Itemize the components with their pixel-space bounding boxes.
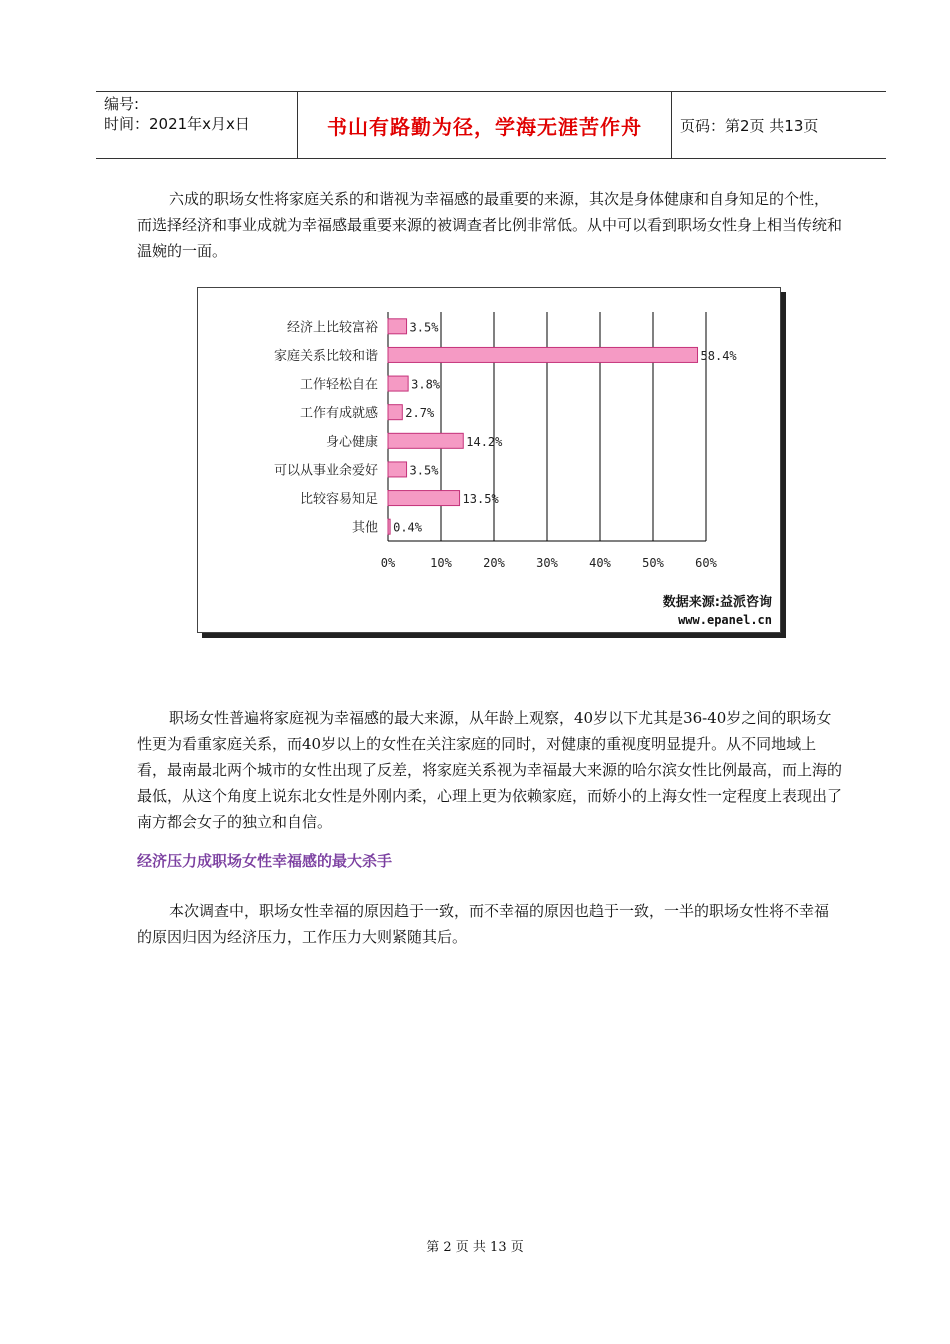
- time-label: 时间：2021年x月x日: [104, 115, 250, 133]
- bar: [388, 462, 407, 477]
- number-label: 编号:: [104, 95, 140, 113]
- paragraph-2: 职场女性普遍将家庭视为幸福感的最大来源，从年龄上观察，40岁以下尤其是36-40岁之间的职场女性更为看重家庭关系，而40岁以上的女性在关注家庭的同时，对健康的重视度明显提升。从不同地域上看，最南最北两个城市的女性出现了反差，将家庭关系视为幸福最大来源的哈尔滨女性比例最高，而上海的最低，从这个角度上说东北女性是外刚内柔，心理上更为依赖家庭，而娇小的上海女性一定程度上表现出了南方都会女子的独立和自信。: [137, 709, 843, 831]
- category-label: 其他: [351, 520, 378, 536]
- category-label: 工作轻松自在: [299, 377, 378, 393]
- header-page-label: 页码：第2页 共13页: [680, 116, 819, 135]
- bar: [388, 319, 407, 334]
- source-line-2: www.epanel.cn: [678, 613, 772, 627]
- bar: [388, 519, 390, 534]
- x-tick-label: 20%: [483, 556, 505, 570]
- value-label: 3.5%: [409, 320, 439, 335]
- value-label: 0.4%: [393, 520, 423, 535]
- x-tick-label: 30%: [536, 556, 558, 570]
- x-tick-label: 50%: [642, 556, 664, 570]
- header-motto: 书山有路勤为径，学海无涯苦作舟: [297, 92, 672, 158]
- chart-svg: [198, 288, 780, 632]
- x-tick-label: 60%: [695, 556, 717, 570]
- paragraph-3: 本次调查中，职场女性幸福的原因趋于一致，而不幸福的原因也趋于一致，一半的职场女性将不幸福的原因归因为经济压力，工作压力大则紧随其后。: [137, 902, 830, 946]
- x-tick-label: 10%: [430, 556, 452, 570]
- source-line-1: 数据来源:益派咨询: [662, 595, 772, 610]
- value-label: 2.7%: [405, 406, 435, 421]
- category-label: 身心健康: [325, 434, 378, 450]
- category-label: 工作有成就感: [299, 406, 378, 422]
- value-label: 13.5%: [462, 492, 499, 507]
- bar: [388, 491, 460, 506]
- bar: [388, 347, 698, 362]
- category-label: 比较容易知足: [299, 492, 378, 508]
- bar: [388, 405, 402, 420]
- x-tick-label: 40%: [589, 556, 611, 570]
- header-meta: [104, 94, 300, 134]
- category-label: 可以从事业余爱好: [273, 463, 378, 479]
- page-footer: 第 2 页 共 13 页: [426, 1240, 524, 1255]
- value-label: 58.4%: [700, 348, 737, 363]
- value-label: 3.5%: [409, 463, 439, 478]
- value-label: 14.2%: [466, 434, 503, 449]
- page-header: [96, 91, 886, 159]
- bar: [388, 376, 408, 391]
- value-label: 3.8%: [411, 377, 441, 392]
- section-heading: 经济压力成职场女性幸福感的最大杀手: [137, 852, 393, 870]
- x-tick-label: 0%: [380, 556, 396, 570]
- paragraph-1: 六成的职场女性将家庭关系的和谐视为幸福感的最重要的来源，其次是身体健康和自身知足的个性，而选择经济和事业成就为幸福感最重要来源的被调查者比例非常低。从中可以看到职场女性身上相当传统和温婉的一面。: [137, 190, 843, 260]
- bar: [388, 433, 463, 448]
- bar-chart: [197, 287, 781, 633]
- category-label: 经济上比较富裕: [286, 320, 378, 336]
- category-label: 家庭关系比较和谐: [273, 348, 378, 364]
